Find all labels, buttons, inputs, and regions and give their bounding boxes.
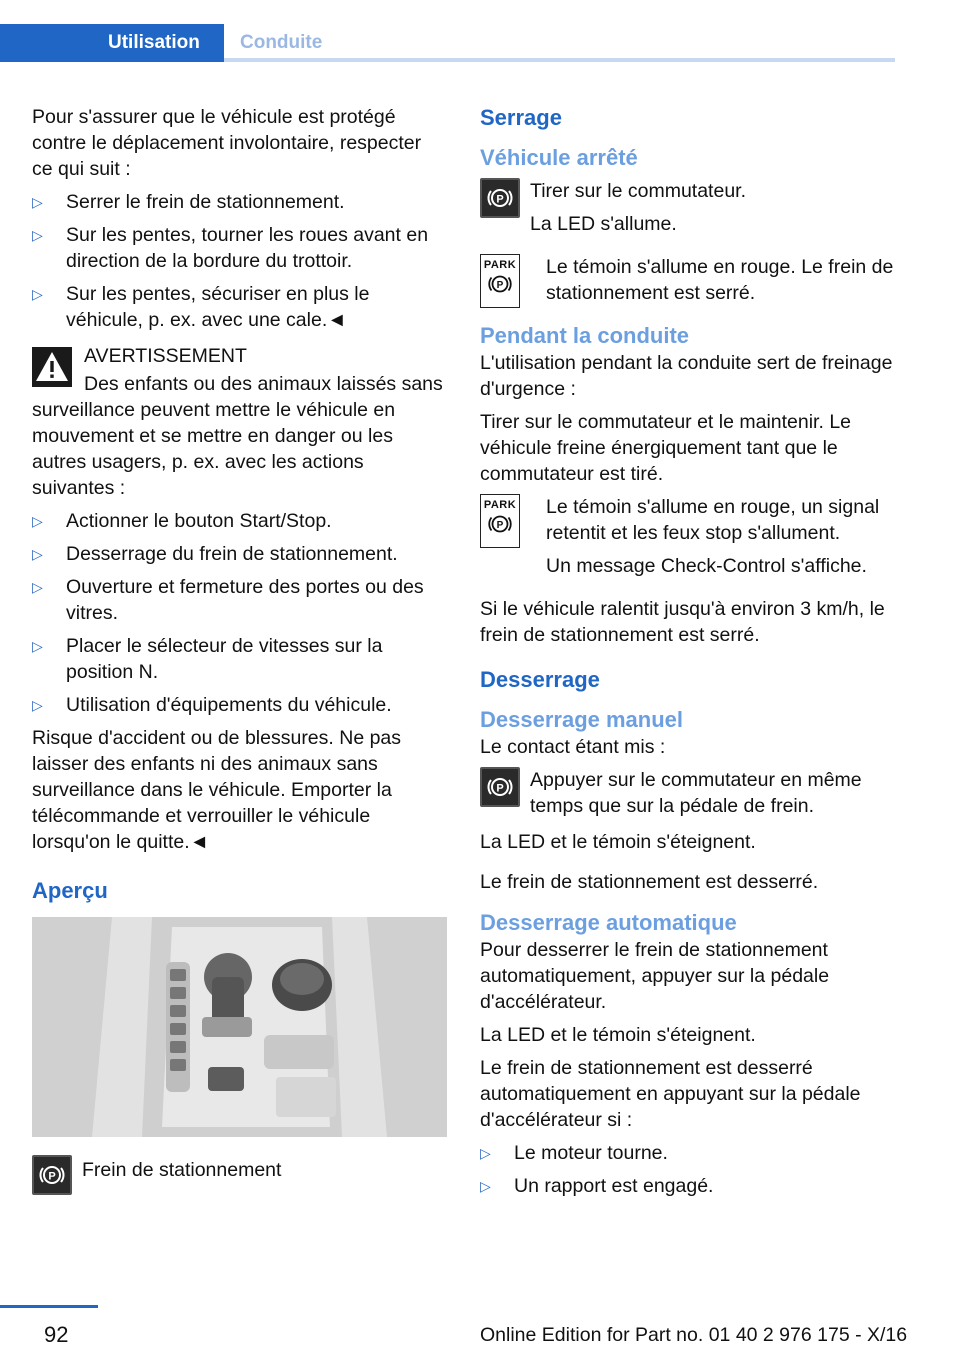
list-item: ▷ Un rapport est engagé.	[480, 1173, 898, 1199]
warning-block	[32, 343, 447, 501]
intro-paragraph: Pour s'assurer que le véhicule est protégé contre le déplacement involontaire, respecter ce qui suit :	[32, 106, 422, 180]
svg-text:P: P	[496, 193, 504, 206]
list-item: ▷ Actionner le bouton Start/Stop.	[32, 508, 447, 534]
conduite-park-row	[480, 494, 898, 586]
serrage-heading: Serrage	[480, 105, 562, 130]
legend-label: Frein de stationnement	[82, 1159, 282, 1181]
console-illustration	[32, 917, 447, 1137]
conduite-p2: Tirer sur le commutateur et le maintenir. Le véhicule freine énergiquement tant que le commutateur est tiré.	[480, 411, 852, 485]
warning-title: AVERTISSEMENT	[84, 345, 247, 367]
section-tabs	[0, 24, 895, 62]
arrete-line-2: La LED s'allume.	[530, 213, 677, 235]
desserrage-manuel-heading: Desserrage manuel	[480, 707, 683, 732]
auto-p2: La LED et le témoin s'éteignent.	[480, 1024, 756, 1046]
manuel-icon-text: Appuyer sur le commutateur en même temps que sur la pédale de frein.	[530, 769, 862, 817]
desserrage-automatique-heading: Desserrage automatique	[480, 910, 737, 935]
arrete-switch-row	[480, 178, 898, 244]
park-indicator-icon: PARK P	[480, 254, 520, 308]
parking-brake-switch-icon	[480, 178, 520, 218]
manuel-switch-row	[480, 767, 898, 819]
conduite-park-text-2: Un message Check-Control s'affiche.	[546, 555, 867, 577]
tab-underline	[224, 58, 895, 62]
parking-brake-switch-icon	[32, 1155, 72, 1195]
tab-utilisation[interactable]: Utilisation	[0, 24, 224, 62]
list-item: ▷ Desserrage du frein de stationnement.	[32, 541, 447, 567]
list-item: ▷ Serrer le frein de stationnement.	[32, 189, 447, 215]
conduite-p1: L'utilisation pendant la conduite sert de freinage d'urgence :	[480, 352, 893, 400]
list-item: ▷ Placer le sélecteur de vitesses sur la position N.	[32, 633, 447, 685]
list-item: ▷ Sur les pentes, sécuriser en plus le véhicule, p. ex. avec une cale.◄	[32, 281, 447, 333]
svg-text:P: P	[48, 1170, 56, 1183]
manuel-p3: Le frein de stationnement est desserré.	[480, 871, 819, 893]
legend-row	[32, 1155, 447, 1195]
warning-text: Des enfants ou des animaux laissés sans surveillance peuvent mettre le véhicule en mouvement et se mettre en danger ou les autres usagers, p. ex. avec les actions suivantes :	[32, 373, 443, 499]
svg-text:P: P	[496, 782, 504, 795]
parking-brake-switch-icon	[480, 767, 520, 807]
auto-p3: Le frein de stationnement est desserré automatiquement en appuyant sur la pédale d'accélérateur si :	[480, 1057, 861, 1131]
arrete-park-row	[480, 254, 898, 308]
list-item: ▷ Ouverture et fermeture des portes ou des vitres.	[32, 574, 447, 626]
conduite-park-text-1: Le témoin s'allume en rouge, un signal retentit et les feux stop s'allument.	[546, 496, 880, 544]
pendant-conduite-heading: Pendant la conduite	[480, 323, 690, 348]
list-item: ▷ Utilisation d'équipements du véhicule.	[32, 692, 447, 718]
footer-rule	[0, 1305, 98, 1308]
arrete-park-text: Le témoin s'allume en rouge. Le frein de stationnement est serré.	[546, 256, 894, 304]
warning-triangle-icon	[32, 347, 72, 387]
console-photo	[32, 917, 447, 1137]
manuel-p1: Le contact étant mis :	[480, 736, 666, 758]
tab-conduite[interactable]: Conduite	[240, 32, 323, 53]
apercu-heading: Aperçu	[32, 878, 108, 903]
svg-text:P: P	[496, 520, 504, 531]
list-item: ▷ Le moteur tourne.	[480, 1140, 898, 1166]
svg-text:P: P	[496, 280, 504, 291]
risk-paragraph: Risque d'accident ou de blessures. Ne pas laisser des enfants ni des animaux sans surveillance dans le véhicule. Emporter la télécommande et verrouiller le véhicule lorsqu'on le quitte.◄	[32, 727, 402, 853]
page-number: 92	[44, 1322, 69, 1347]
vehicule-arrete-heading: Véhicule arrêté	[480, 145, 638, 170]
arrete-line-1: Tirer sur le commutateur.	[530, 180, 747, 202]
right-column	[480, 104, 898, 1206]
desserrage-heading: Desserrage	[480, 667, 600, 692]
edition-line: Online Edition for Part no. 01 40 2 976 175 - X/16	[480, 1324, 908, 1346]
left-column	[32, 104, 447, 1205]
park-indicator-icon: PARK P	[480, 494, 520, 548]
manuel-p2: La LED et le témoin s'éteignent.	[480, 831, 756, 853]
auto-p1: Pour desserrer le frein de stationnement automatiquement, appuyer sur la pédale d'accélérateur.	[480, 939, 830, 1013]
conduite-p3: Si le véhicule ralentit jusqu'à environ 3 km/h, le frein de stationnement est serré.	[480, 598, 885, 646]
list-item: ▷ Sur les pentes, tourner les roues avant en direction de la bordure du trottoir.	[32, 222, 447, 274]
